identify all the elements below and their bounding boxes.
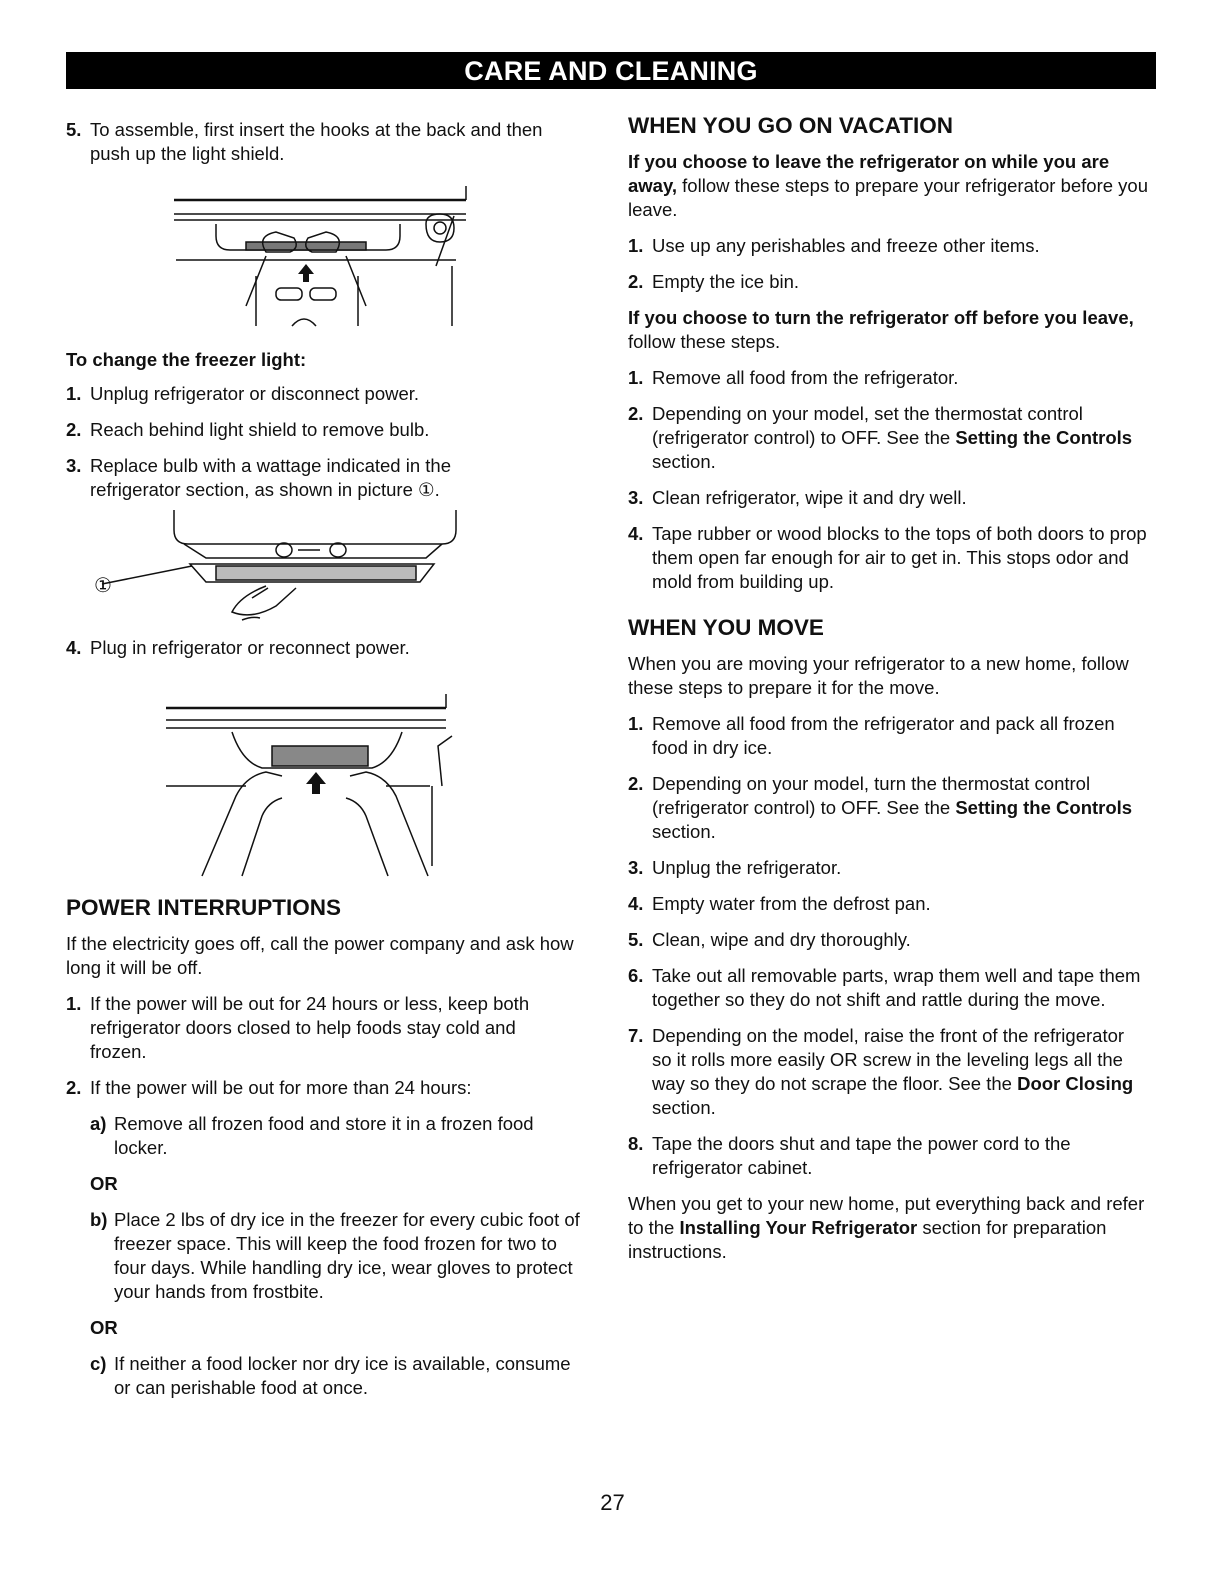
list-item: [628, 712, 1132, 760]
page-title: CARE AND CLEANING: [464, 56, 758, 86]
step-text-pre: Depending on the model, raise the front of the refrigerator so it rolls more easily OR screw in the leveling legs all the way so they do not scrape the floor. See the: [652, 1025, 1125, 1094]
step-text: Replace bulb with a wattage indicated in the refrigerator section, as shown in picture ①.: [90, 455, 451, 500]
step-number: 1.: [628, 235, 644, 256]
lead-rest: follow these steps.: [628, 331, 781, 352]
option-letter: a): [90, 1113, 107, 1134]
step-number: 3.: [628, 487, 644, 508]
step-text-pre: Depending on your model, set the thermostat control (refrigerator control) to OFF. See the: [652, 403, 1083, 448]
list-item: [66, 992, 530, 1064]
list-item: [628, 366, 1148, 390]
list-item: [66, 1076, 586, 1100]
step-text: Tape the doors shut and tape the power cord to the refrigerator cabinet.: [652, 1133, 1071, 1178]
option-b: [66, 1208, 584, 1304]
step-number: 8.: [628, 1133, 644, 1154]
lead-bold: If you choose to leave the refrigerator on while you are away,: [628, 151, 1110, 196]
step-text: Empty water from the defrost pan.: [652, 893, 931, 914]
vacation-lead-on: [628, 150, 1148, 222]
step-number: 2.: [66, 1077, 82, 1098]
step-number: 5.: [66, 119, 82, 140]
step-text-post: section.: [652, 821, 716, 842]
light-shield-assembly-illustration: [66, 176, 586, 346]
move-outro: [628, 1192, 1148, 1264]
step-text: Plug in refrigerator or reconnect power.: [90, 637, 410, 658]
step-number: 7.: [628, 1025, 644, 1046]
step-text-bold: Setting the Controls: [955, 797, 1133, 818]
list-item: [628, 772, 1152, 844]
freezer-bulb-illustration: [66, 506, 586, 624]
step-text: Tape rubber or wood blocks to the tops of both doors to prop them open far enough for air to get in. This stops odor and mold from building up.: [652, 523, 1147, 592]
list-item: [628, 270, 1148, 294]
step-number: 1.: [66, 383, 82, 404]
list-item: [628, 486, 1148, 510]
option-letter: b): [90, 1209, 108, 1230]
list-item: [628, 964, 1148, 1012]
option-c: [66, 1352, 574, 1400]
option-text: Place 2 lbs of dry ice in the freezer for every cubic foot of freezer space. This will keep the food frozen for two to four days. While handling dry ice, wear gloves to protect your hands from frostbite.: [114, 1209, 580, 1302]
outro-pre: When you get to your new home, put everything back and refer to the: [628, 1193, 1145, 1238]
move-heading: WHEN YOU MOVE: [628, 615, 824, 640]
step-text: Empty the ice bin.: [652, 271, 800, 292]
list-item: [628, 892, 1148, 916]
step-number: 4.: [628, 523, 644, 544]
list-item: [628, 522, 1148, 594]
list-item: [628, 234, 1148, 258]
step-number: 4.: [66, 637, 82, 658]
step-text: Remove all food from the refrigerator and pack all frozen food in dry ice.: [652, 713, 1115, 758]
outro-bold: Installing Your Refrigerator: [679, 1217, 918, 1238]
list-item: [628, 1024, 1148, 1120]
light-shield-install-illustration: [66, 666, 586, 884]
step-text: Clean, wipe and dry thoroughly.: [652, 929, 911, 950]
step-text: Unplug the refrigerator.: [652, 857, 842, 878]
page-number: 27: [600, 1490, 625, 1515]
option-text: Remove all frozen food and store it in a frozen food locker.: [114, 1113, 534, 1158]
list-item: [66, 454, 510, 502]
arrow-up-icon: [298, 264, 314, 282]
or-separator: OR: [90, 1173, 118, 1194]
step-text: If the power will be out for more than 24 hours:: [90, 1077, 472, 1098]
vacation-lead-off: [628, 306, 1148, 354]
step-number: 2.: [66, 419, 82, 440]
step-text-bold: Setting the Controls: [955, 427, 1133, 448]
step-text-post: section.: [652, 1097, 716, 1118]
list-item: [66, 418, 586, 442]
step-number: 6.: [628, 965, 644, 986]
list-item: [66, 382, 586, 406]
callout-label: ①: [94, 573, 112, 597]
step-text-pre: Depending on your model, turn the thermostat control (refrigerator control) to OFF. See the: [652, 773, 1091, 818]
option-text: If neither a food locker nor dry ice is available, consume or can perishable food at once.: [114, 1353, 571, 1398]
step-text: To assemble, first insert the hooks at the back and then push up the light shield.: [90, 119, 543, 164]
step-number: 2.: [628, 403, 644, 424]
step-number: 1.: [628, 713, 644, 734]
list-item: [628, 928, 1148, 952]
plug-in-step: [66, 636, 586, 660]
freezer-light-heading: To change the freezer light:: [66, 349, 307, 370]
list-item: [628, 856, 1148, 880]
step-text: Use up any perishables and freeze other items.: [652, 235, 1040, 256]
light-assemble-step: [66, 118, 586, 166]
step-number: 3.: [66, 455, 82, 476]
step-text: Unplug refrigerator or disconnect power.: [90, 383, 420, 404]
lead-bold: If you choose to turn the refrigerator off before you leave,: [628, 307, 1134, 328]
step-number: 3.: [628, 857, 644, 878]
freezer-light-steps: [66, 382, 586, 502]
step-text-post: section.: [652, 451, 716, 472]
step-number: 2.: [628, 773, 644, 794]
step-number: 1.: [66, 993, 82, 1014]
outro-post: section for preparation instructions.: [628, 1217, 1107, 1262]
right-column: [628, 112, 1148, 1264]
page-title-banner: [66, 52, 1156, 89]
step-text: Remove all food from the refrigerator.: [652, 367, 959, 388]
step-text: Clean refrigerator, wipe it and dry well.: [652, 487, 967, 508]
list-item: [628, 1132, 1148, 1180]
power-intro: If the electricity goes off, call the power company and ask how long it will be off.: [66, 933, 574, 978]
step-text: Reach behind light shield to remove bulb.: [90, 419, 430, 440]
list-item: [628, 402, 1142, 474]
option-a: [66, 1112, 544, 1160]
step-number: 1.: [628, 367, 644, 388]
option-letter: c): [90, 1353, 107, 1374]
left-column: [66, 118, 586, 1400]
step-text: If the power will be out for 24 hours or less, keep both refrigerator doors closed to help foods stay cold and frozen.: [90, 993, 530, 1062]
step-number: 4.: [628, 893, 644, 914]
step-number: 5.: [628, 929, 644, 950]
arrow-up-icon: [306, 772, 326, 794]
step-number: 2.: [628, 271, 644, 292]
step-text: Take out all removable parts, wrap them well and tape them together so they do not shift and rattle during the move.: [652, 965, 1141, 1010]
or-separator: OR: [90, 1317, 118, 1338]
vacation-heading: WHEN YOU GO ON VACATION: [628, 113, 954, 138]
lead-rest: follow these steps to prepare your refrigerator before you leave.: [628, 175, 1149, 220]
step-text-bold: Door Closing: [1017, 1073, 1134, 1094]
move-intro: When you are moving your refrigerator to a new home, follow these steps to prepare it for the move.: [628, 653, 1129, 698]
power-interruptions-heading: POWER INTERRUPTIONS: [66, 895, 342, 920]
